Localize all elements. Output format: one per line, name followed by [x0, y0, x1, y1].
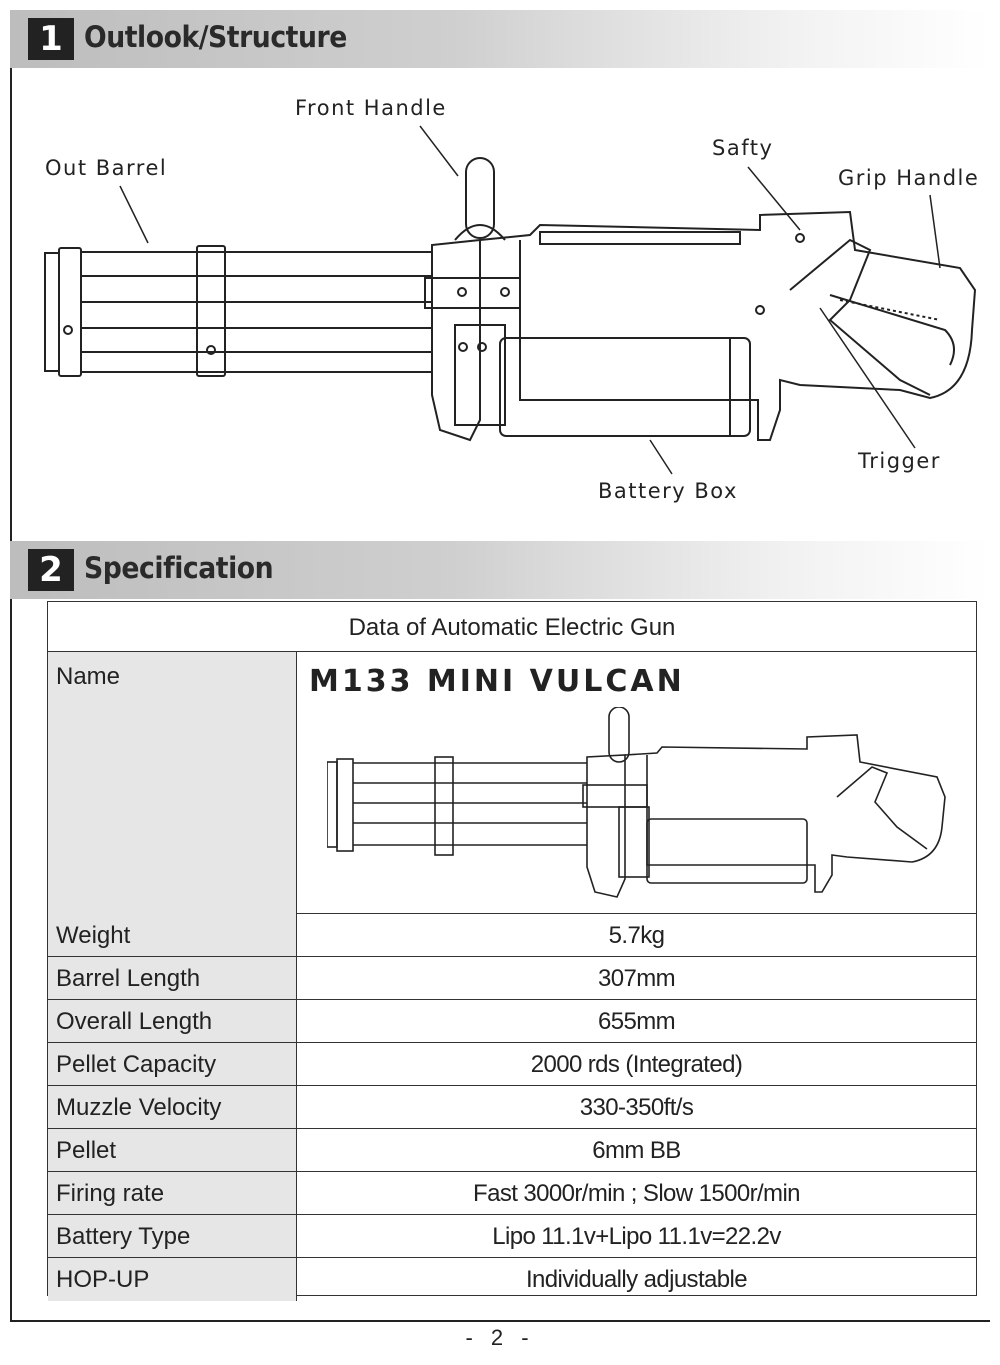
spec-row-overall-length — [48, 1000, 976, 1043]
section-number: 1 — [28, 18, 74, 60]
name-row — [48, 652, 976, 914]
spec-row-pellet — [48, 1129, 976, 1172]
section-header-outlook — [10, 10, 990, 68]
spec-row-firing-rate — [48, 1172, 976, 1215]
spec-row-barrel-length — [48, 957, 976, 1000]
spec-label: Pellet — [48, 1129, 296, 1171]
spec-row-weight — [48, 914, 976, 957]
spec-value: Fast 3000r/min ; Slow 1500r/min — [296, 1172, 976, 1214]
spec-label: Overall Length — [48, 1000, 296, 1042]
callout-trigger: Trigger — [858, 449, 941, 473]
spec-label: Battery Type — [48, 1215, 296, 1257]
model-name: M133 MINI VULCAN — [309, 664, 685, 699]
spec-label: Firing rate — [48, 1172, 296, 1214]
section-header-specification — [10, 541, 990, 599]
spec-label: Weight — [48, 914, 296, 956]
name-value-cell — [296, 652, 976, 914]
spec-value: 6mm BB — [296, 1129, 976, 1171]
spec-value: 5.7kg — [296, 914, 976, 956]
callout-battery-box: Battery Box — [598, 479, 738, 503]
callout-safty: Safty — [712, 136, 774, 160]
spec-value: 307mm — [296, 957, 976, 999]
gun-structure-diagram — [0, 0, 1000, 540]
spec-value: 2000 rds (Integrated) — [296, 1043, 976, 1085]
spec-row-hop-up — [48, 1258, 976, 1301]
table-caption: Data of Automatic Electric Gun — [48, 602, 976, 652]
section-title: Specification — [84, 551, 274, 585]
spec-row-pellet-capacity — [48, 1043, 976, 1086]
section-title: Outlook/Structure — [84, 20, 347, 54]
callout-out-barrel: Out Barrel — [45, 156, 168, 180]
spec-row-battery-type — [48, 1215, 976, 1258]
spec-label: Pellet Capacity — [48, 1043, 296, 1085]
page-number: - 2 - — [465, 1325, 535, 1350]
spec-value: Individually adjustable — [296, 1258, 976, 1301]
gun-thumbnail-image — [327, 707, 967, 907]
frame-left-line — [10, 68, 12, 1322]
callout-grip-handle: Grip Handle — [838, 166, 980, 190]
spec-value: 655mm — [296, 1000, 976, 1042]
callout-front-handle: Front Handle — [295, 96, 447, 120]
spec-value: 330-350ft/s — [296, 1086, 976, 1128]
name-label: Name — [48, 652, 296, 914]
section-number: 2 — [28, 549, 74, 591]
spec-label: Muzzle Velocity — [48, 1086, 296, 1128]
spec-label: HOP-UP — [48, 1258, 296, 1301]
spec-value: Lipo 11.1v+Lipo 11.1v=22.2v — [296, 1215, 976, 1257]
spec-label: Barrel Length — [48, 957, 296, 999]
spec-row-muzzle-velocity — [48, 1086, 976, 1129]
frame-bottom-line — [10, 1320, 990, 1322]
specification-table — [47, 601, 977, 1296]
